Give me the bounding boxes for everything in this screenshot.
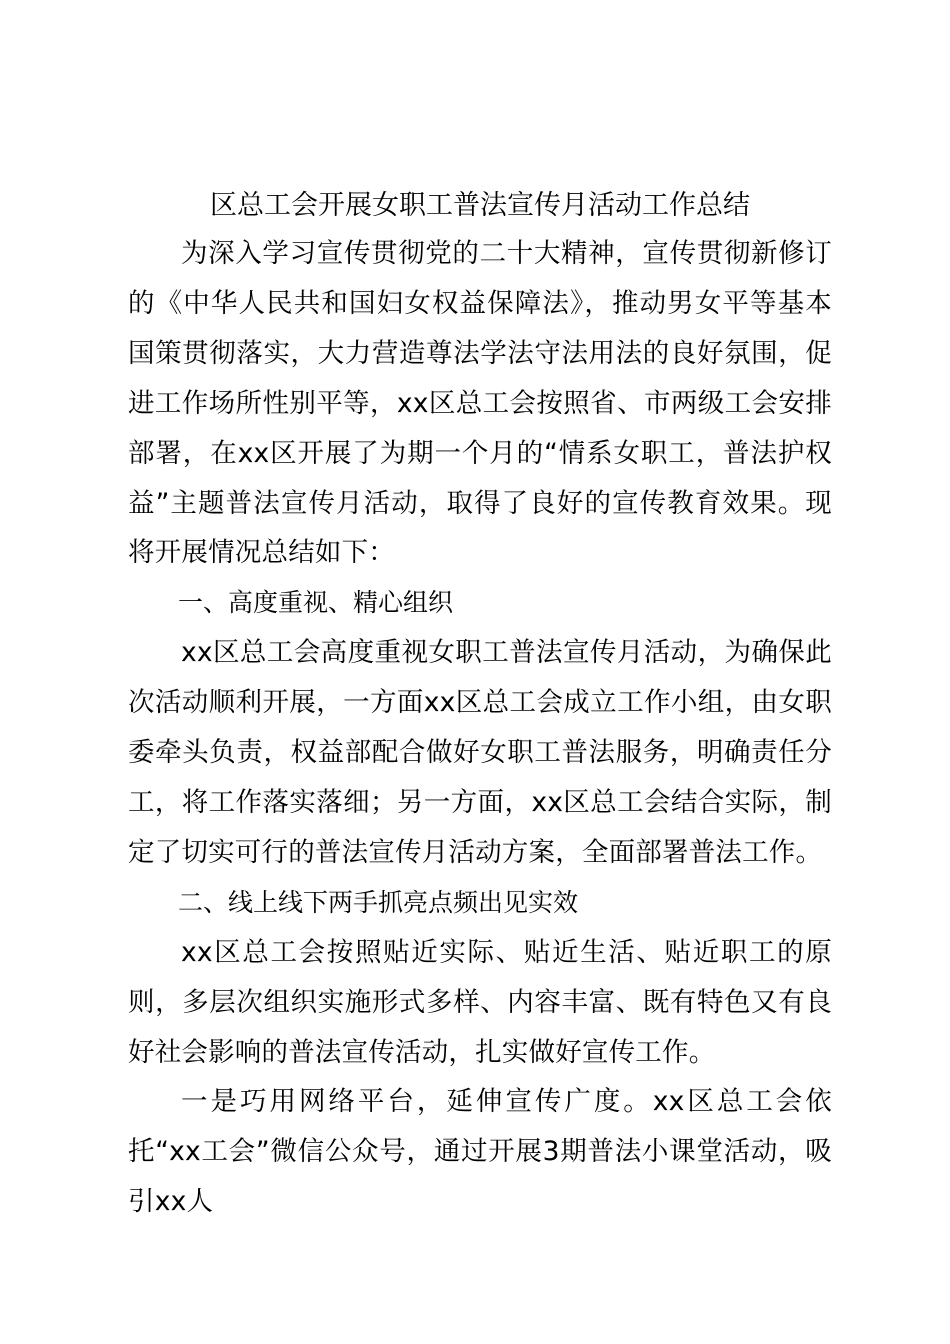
document-title: 区总工会开展女职工普法宣传月活动工作总结 xyxy=(210,190,750,221)
intro-paragraph: 为深入学习宣传贯彻党的二十大精神，宣传贯彻新修订的《中华人民共和国妇女权益保障法》，推动男女平等基本国策贯彻落实，大力营造尊法学法守法用法的良好氛围，促进工作场所性别平等，xx区总工会按照省、市两级工会安排部署，在xx区开展了为期一个月的“情系女职工，普法护权益”主题普法宣传月活动，取得了良好的宣传教育效果。现将开展情况总结如下： xyxy=(128,238,832,569)
document-body xyxy=(128,183,832,1227)
section-2-paragraph: xx区总工会按照贴近实际、贴近生活、贴近职工的原则，多层次组织实施形式多样、内容丰富、既有特色又有良好社会影响的普法宣传活动，扎实做好宣传工作。 xyxy=(128,936,832,1068)
section-heading-1: 一、高度重视、精心组织 xyxy=(178,588,454,618)
section-heading-2: 二、线上线下两手抓亮点频出见实效 xyxy=(178,887,579,917)
section-1-paragraph: xx区总工会高度重视女职工普法宣传月活动，为确保此次活动顺利开展，一方面xx区总工会成立工作小组，由女职委牵头负责，权益部配合做好女职工普法服务，明确责任分工，将工作落实落细；另一方面，xx区总工会结合实际，制定了切实可行的普法宣传月活动方案，全面部署普法工作。 xyxy=(128,637,832,868)
section-2-item-1-paragraph: 一是巧用网络平台，延伸宣传广度。xx区总工会依托“xx工会”微信公众号，通过开展3期普法小课堂活动，吸引xx人 xyxy=(128,1086,832,1218)
